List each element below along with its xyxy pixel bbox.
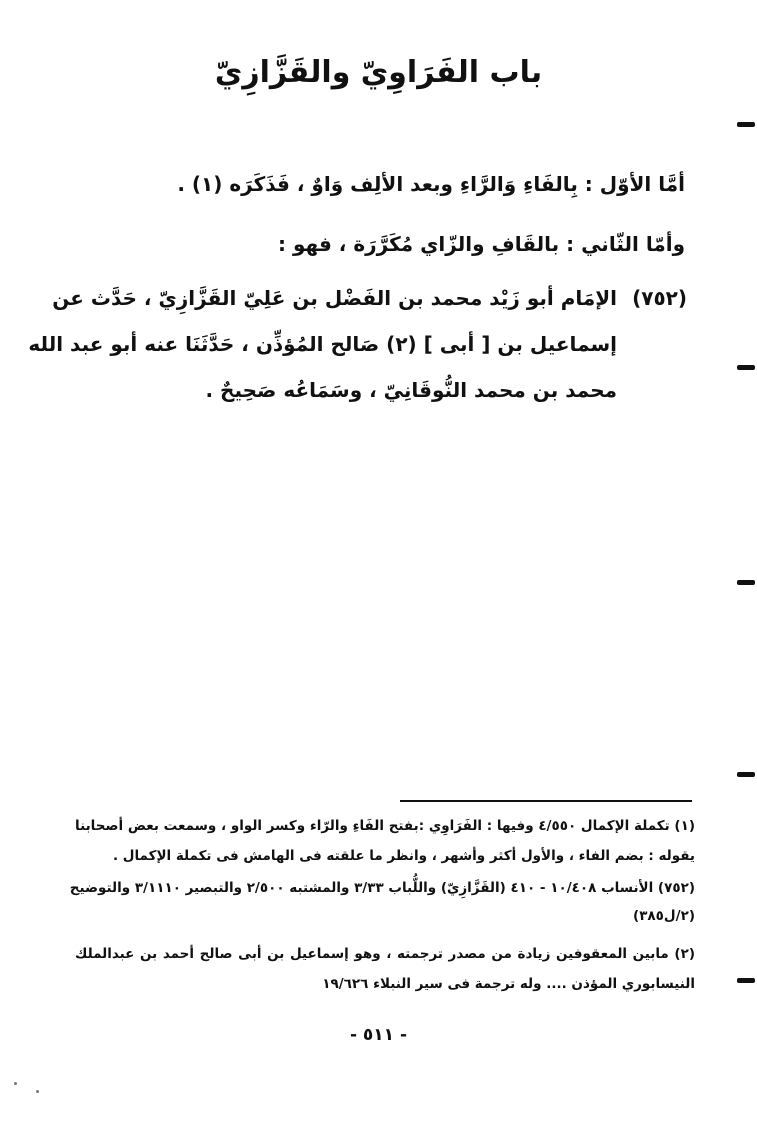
footnote-line: النيسابوري المؤذن .... وله ترجمة فى سير النبلاء ١٩/٦٢٦ (322, 976, 695, 992)
footnote-divider (400, 800, 692, 802)
margin-mark (737, 978, 755, 983)
entry-number: (٧٥٢) (632, 286, 687, 310)
footnote-line: يقوله : بضم الفاء ، والأول أكثر وأشهر ، وانظر ما علقته فى الهامش فى تكملة الإكمال . (112, 848, 695, 864)
margin-mark (737, 365, 755, 370)
footnote-line: (١) تكملة الإكمال ٤/٥٥٠ وفيها : الفَرَاوِي :بفتح الفَاءِ والرّاء وكسر الواو ، وسمعت بعض أصحابنا (75, 818, 695, 834)
footnote-line: (٢) مابين المعقوفين زيادة من مصدر ترجمته ، وهو إسماعيل بن أبى صالح أحمد بن عبدالملك (75, 946, 695, 962)
margin-mark (737, 580, 755, 585)
scan-speck (36, 1090, 39, 1093)
paragraph-first: أمَّا الأوّل : بِالفَاءِ وَالرَّاءِ وبعد الألِف وَاوٌ ، فَذَكَرَه (١) . (177, 172, 685, 196)
scan-speck (14, 1082, 17, 1085)
footnote-line: (٢/ل٣٨٥) (633, 908, 695, 924)
footnote-line: (٧٥٢) الأنساب ١٠/٤٠٨ - ٤١٠ (القَزَّازِيّ) واللُّباب ٣/٣٣ والمشتبه ٢/٥٠٠ والتبصير ٣/١١١٠ والتوضيح (69, 880, 695, 896)
page-title: باب الفَرَاوِيّ والقَزَّازِيّ (214, 55, 543, 90)
entry-line: إسماعيل بن [ أبى ] (٢) صَالح المُؤذِّن ، حَدَّثَنَا عنه أبو عبد الله (28, 332, 617, 356)
entry-line: الإمَام أبو زَيْد محمد بن الفَضْل بن عَلِيّ القَزَّازِيّ ، حَدَّث عن (52, 286, 617, 310)
entry-line: محمد بن محمد النُّوقَانِيّ ، وسَمَاعُه صَحِيحٌ . (205, 378, 617, 402)
margin-mark (737, 772, 755, 777)
page-number: - ٥١١ - (349, 1025, 408, 1045)
margin-mark (737, 122, 755, 127)
paragraph-second: وأمّا الثّاني : بالقَافِ والزّاي مُكَرَّرَة ، فهو : (278, 232, 685, 256)
